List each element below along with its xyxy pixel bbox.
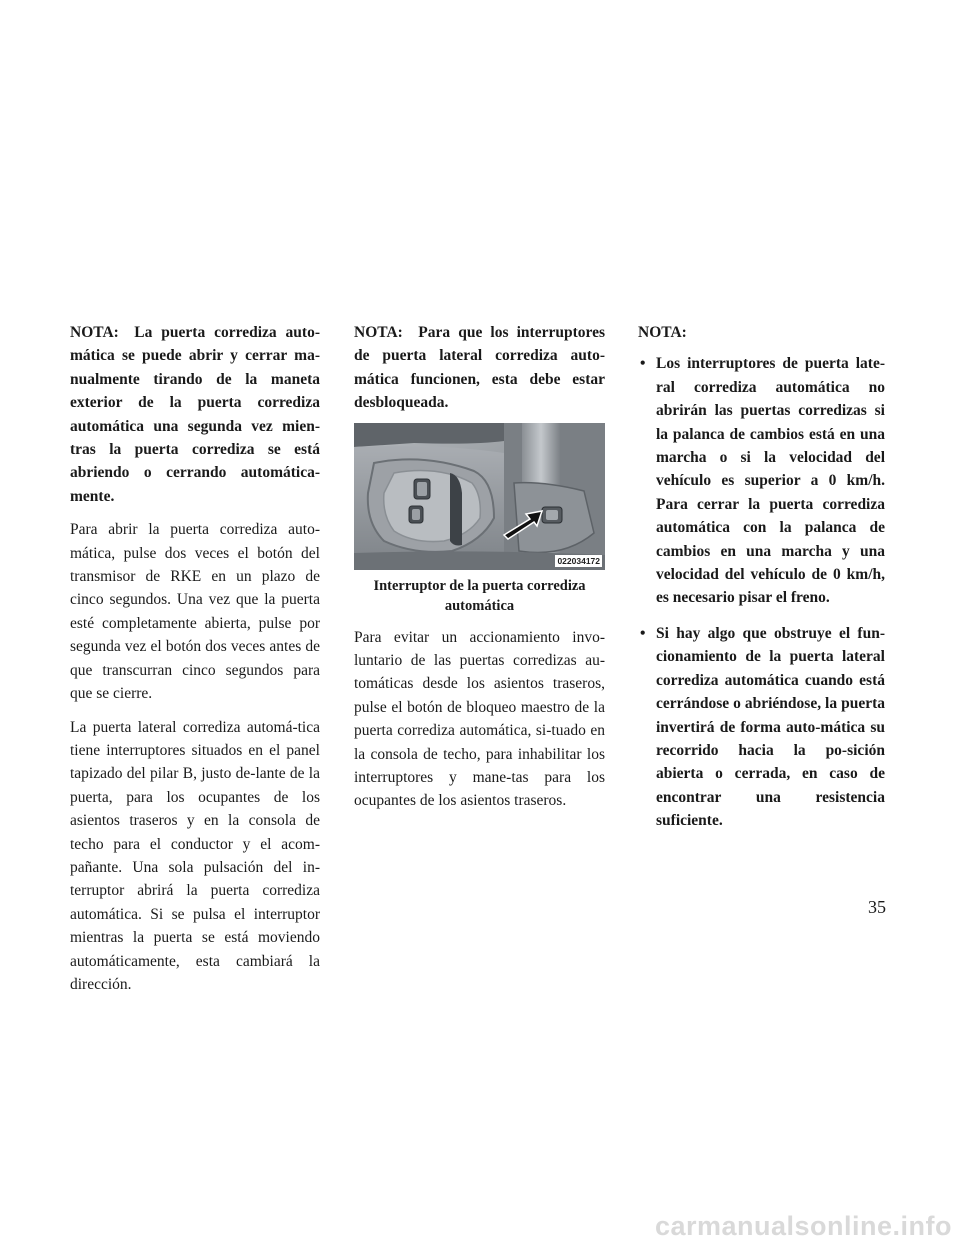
watermark-bar bbox=[0, 1210, 960, 1242]
bullet-text: Si hay algo que obstruye el fun-cionamiento de la puerta lateral corrediza automática cuando está cerrándose o abriéndose, la puerta invertirá de forma auto-mática su recorrido hacia la po-sición abierta o cerrada, en caso de encontrar una resistencia suficiente. bbox=[656, 624, 885, 830]
note-unlocked: NOTA: Para que los interruptores de puerta lateral corrediza auto-mática funcionen, esta debe estar desbloqueada. bbox=[354, 324, 605, 412]
note-label: NOTA: bbox=[638, 324, 687, 341]
bullet-item-obstruction bbox=[638, 622, 885, 833]
bullet-dot-icon: • bbox=[640, 624, 646, 642]
figure-door-switch-photo bbox=[354, 423, 605, 570]
column-right bbox=[638, 321, 885, 845]
figure-caption: Interruptor de la puerta corrediza automática bbox=[373, 577, 586, 614]
note-bullet-list bbox=[638, 352, 885, 832]
note-manual-operation: NOTA: La puerta corrediza auto-mática se puede abrir y cerrar ma-nualmente tirando de la maneta exterior de la puerta corrediza automática una segunda vez mien-tras la puerta corrediza se está abriendo o cerrando automática-mente. bbox=[70, 324, 320, 505]
paragraph-switches: La puerta lateral corrediza automá-tica tiene interruptores situados en el panel tapizado del pilar B, justo de-lante de la puerta, para los ocupantes de los asientos traseros y en la consola de techo para el conductor y el acom-pañante. Una sola pulsación del in-terruptor abrirá la puerta corrediza automática. Si se pulsa el interruptor mientras la puerta se está moviendo automáticamente, esta cambiará la dirección. bbox=[70, 718, 320, 993]
paragraph-master-lock: Para evitar un accionamiento invo-luntario de las puertas corredizas au-tomáticas desde los asientos traseros, pulse el botón de bloqueo maestro de la puerta corrediza automática, si-tuado en la consola de techo, para inhabilitar los interruptores y mane-tas para los ocupantes de los asientos traseros. bbox=[354, 628, 605, 810]
bullet-text: Los interruptores de puerta late-ral corrediza automática no abrirán las puertas corredizas si la palanca de cambios está en una marcha o si la velocidad del vehículo es superior a 0 km/h. Para cerrar la puerta corrediza automática con la palanca de cambios en una marcha y una velocidad del vehículo de 0 km/h, es necesario pisar el freno. bbox=[656, 355, 885, 607]
bullet-dot-icon: • bbox=[640, 355, 646, 373]
bullet-item-gear-speed bbox=[638, 352, 885, 609]
door-switch-illustration bbox=[354, 423, 605, 570]
column-left bbox=[70, 321, 320, 1006]
watermark-text: carmanualsonline.info bbox=[654, 1211, 952, 1241]
page-number: 35 bbox=[868, 897, 886, 917]
column-middle bbox=[354, 321, 605, 823]
paragraph-rke-open: Para abrir la puerta corrediza auto-mática, pulse dos veces el botón del transmisor de RKE en un plazo de cinco segundos. Una vez que la puerta esté completamente abierta, pulse por segunda vez el botón dos veces antes de que transcurran cinco segundos para que se cierre. bbox=[70, 521, 320, 703]
figure-id: 022034172 bbox=[557, 555, 600, 566]
